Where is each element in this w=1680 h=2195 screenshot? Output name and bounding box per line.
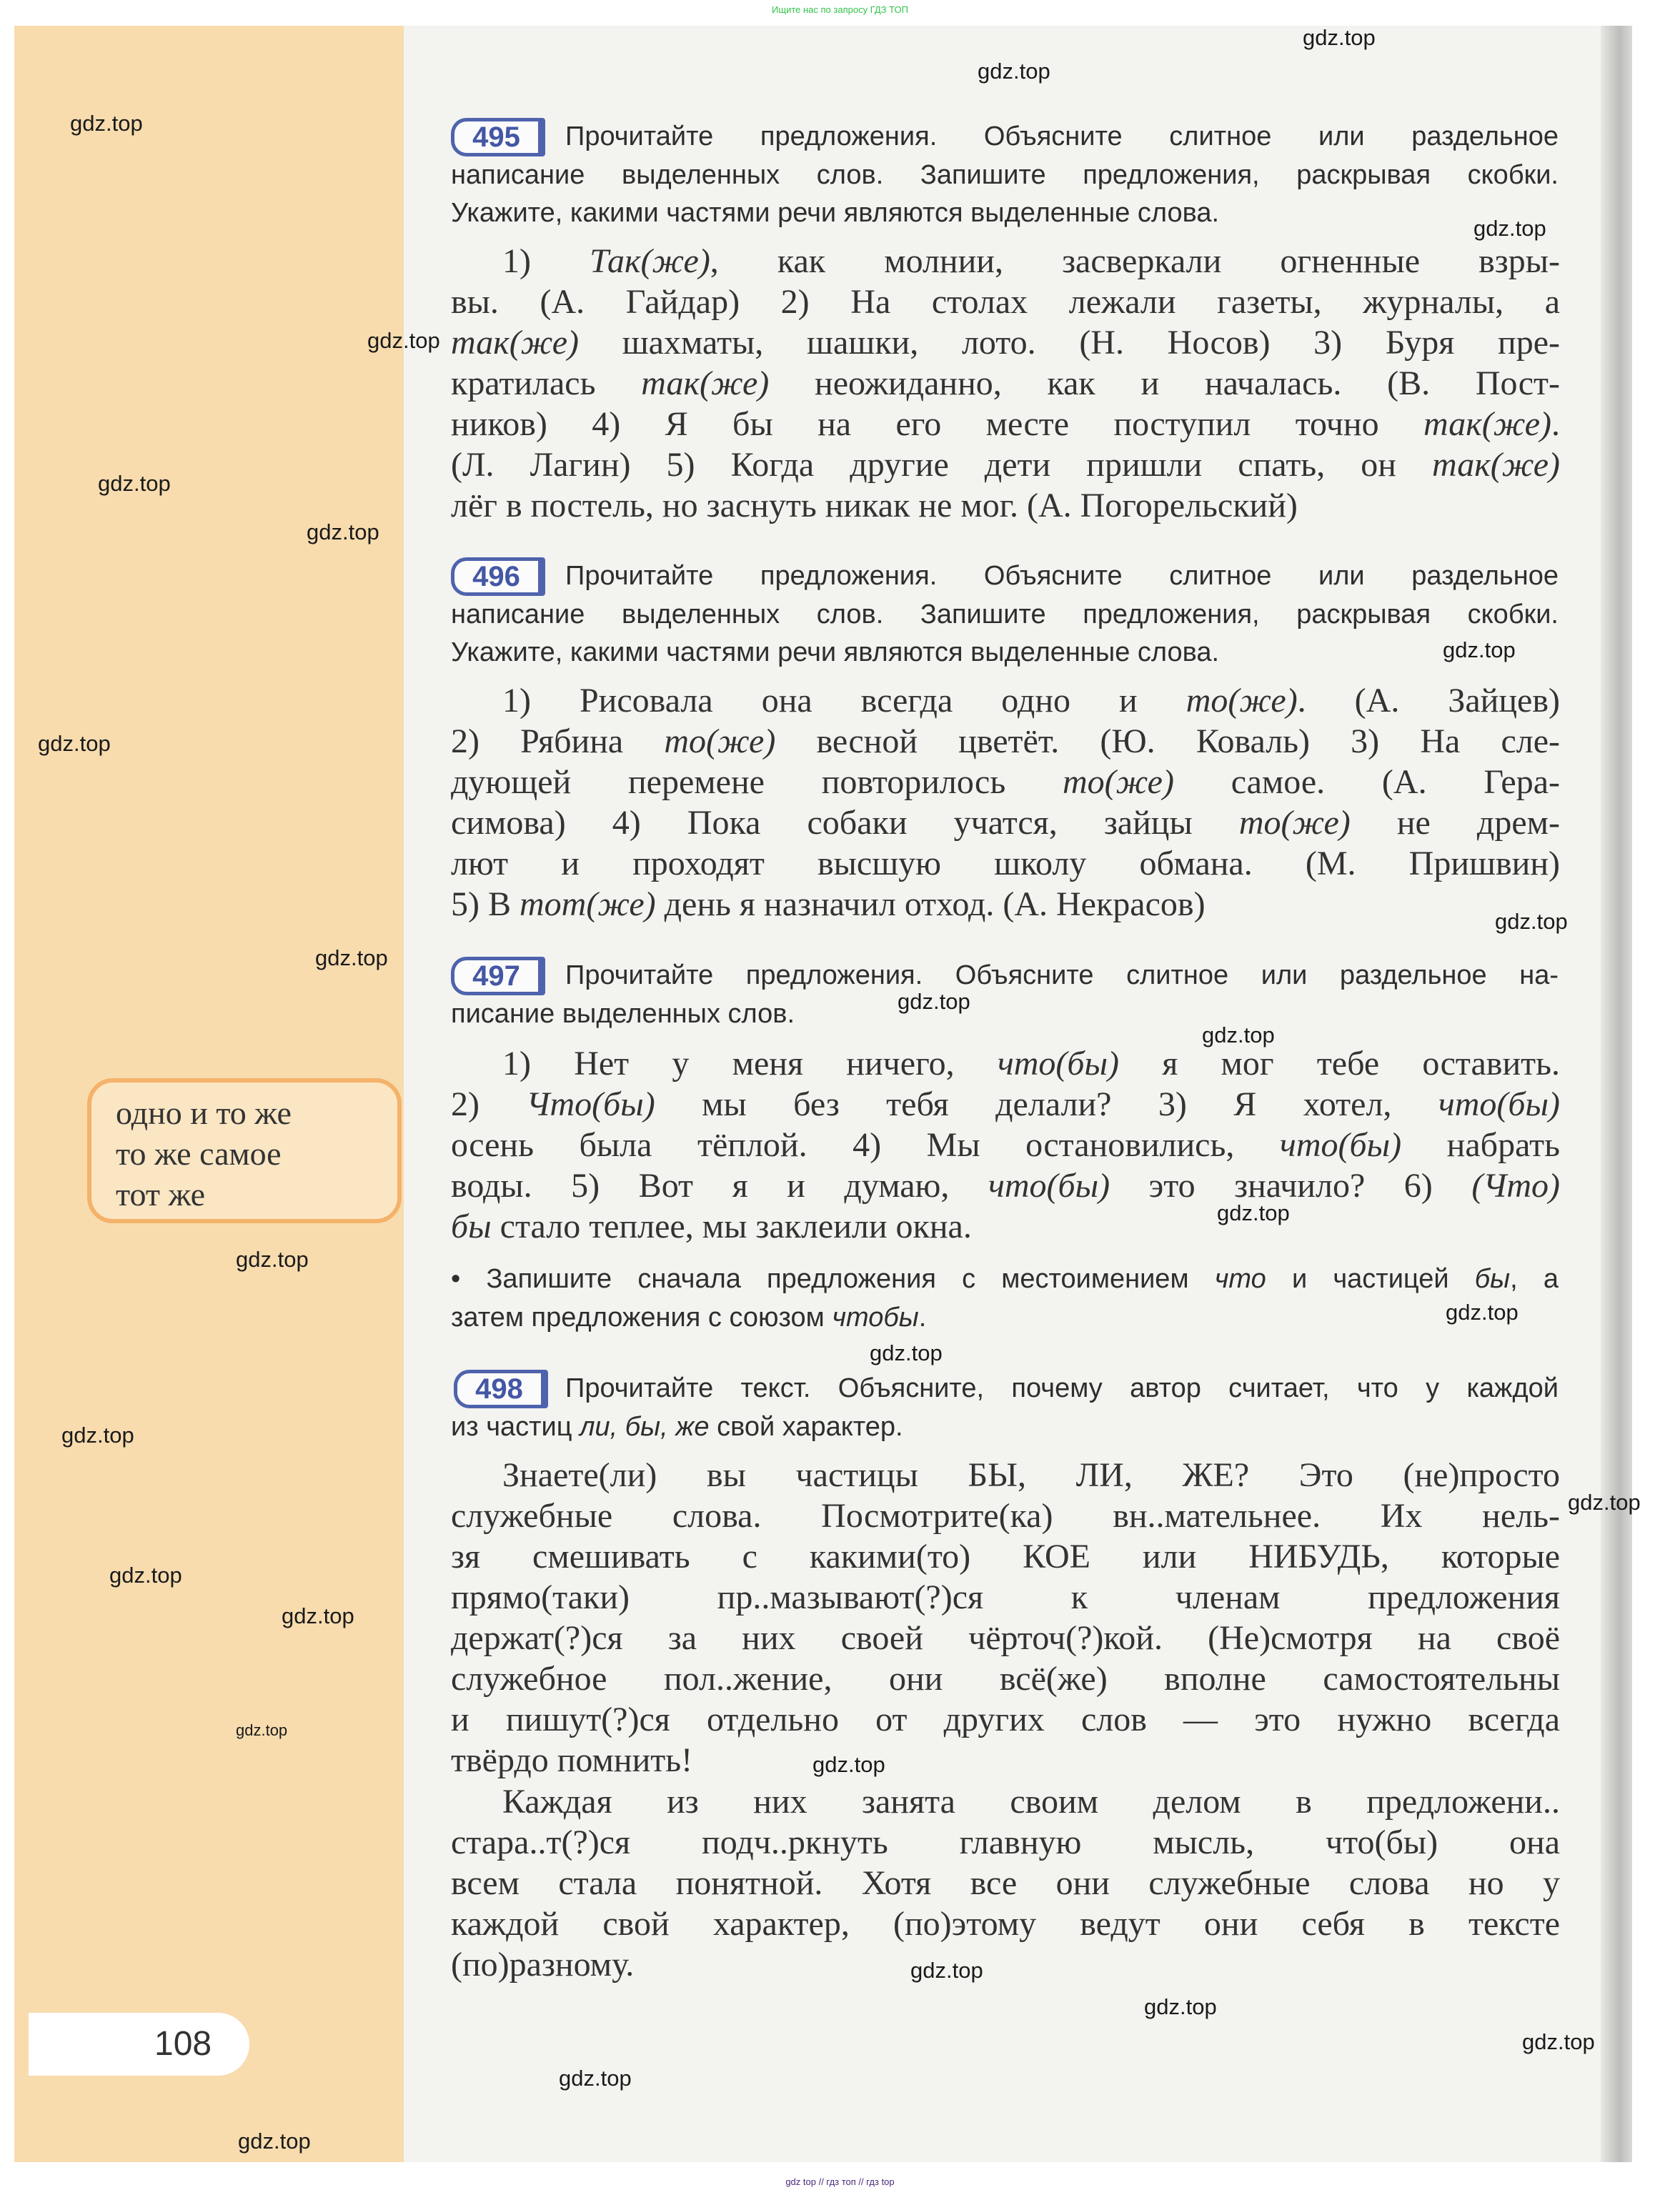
bottom-promo-note: gdz top // гдз топ // гдз top [785,2176,895,2187]
highlighted-word: что [1214,1264,1266,1294]
text-line: Прочитайте предложения. Объясните слитное или раздельное на- [565,960,1559,990]
watermark: gdz.top [61,1423,134,1448]
text-line: 2) Рябина то(же) весной цветёт. (Ю. Коваль) 3) На сле- [451,722,1560,760]
watermark: gdz.top [870,1340,943,1365]
exercise-498-text [451,1455,1560,1781]
watermark: gdz.top [1443,637,1516,662]
text-line: лёг в постель, но заснуть никак не мог. (А. Погорельский) [451,487,1298,524]
highlighted-word: бы [1474,1264,1511,1294]
text-line: Прочитайте предложения. Объясните слитное или раздельное [565,561,1559,591]
text-line: лют и проходят высшую школу обмана. (М. Пришвин) [451,845,1560,882]
highlighted-word: так(же) [451,324,579,362]
text-line: ников) 4) Я бы на его месте поступил точно так(же). [451,405,1560,443]
text-line: Знаете(ли) вы частицы БЫ, ЛИ, ЖЕ? Это (не)просто [502,1456,1560,1494]
highlighted-word: так(же) [1432,446,1560,484]
text-line: 1) Рисовала она всегда одно и то(же). (А. Зайцев) [502,682,1561,720]
watermark: gdz.top [812,1752,885,1777]
text-line: 2) Что(бы) мы без тебя делали? 3) Я хотел, что(бы) [451,1085,1560,1123]
text-line: и пишут(?)ся отдельно от других слов — это нужно всегда [451,1701,1560,1738]
page-edge-shadow [1601,26,1632,2162]
text-line: симова) 4) Пока собаки учатся, зайцы то(же) не дрем- [451,804,1561,842]
exercise-number-badge: 498 [454,1370,548,1408]
watermark: gdz.top [367,328,440,353]
sidebar-note-box [87,1078,402,1223]
text-line: зя смешивать с какими(то) КОЕ или НИБУДЬ, которые [451,1538,1560,1576]
highlighted-word: ли, бы, же [580,1411,710,1442]
highlighted-word: тот(же) [520,885,656,923]
highlighted-word: что(бы) [997,1045,1119,1082]
text-line: Каждая из них занята своим делом в предложени.. [502,1783,1560,1821]
text-line: (Л. Лагин) 5) Когда другие дети пришли спать, он так(же) [451,446,1560,484]
text-line: Укажите, какими частями речи являются выделенные слова. [451,198,1220,228]
watermark: gdz.top [307,519,379,544]
text-line: затем предложения с союзом чтобы. [451,1302,927,1333]
text-line: бы стало теплее, мы заклеили окна. [451,1208,972,1245]
watermark: gdz.top [559,2066,632,2091]
highlighted-word: что(бы) [1438,1085,1560,1123]
highlighted-word: что(бы) [988,1167,1110,1205]
highlighted-word: так(же) [1423,405,1551,443]
page-number-tab [29,2013,249,2076]
text-line: держат(?)ся за них своей чёрточ(?)кой. (Не)смотря на своё [451,1619,1560,1657]
highlighted-word: то(же) [1186,682,1298,720]
text-line: твёрдо помнить! [451,1741,693,1779]
top-promo-note: Ищите нас по запросу ГДЗ ТОП [772,4,908,15]
text-line: • Запишите сначала предложения с местоимением что и частицей бы, а [451,1264,1559,1294]
highlighted-word: то(же) [664,722,776,760]
highlighted-word: что(бы) [1279,1126,1402,1164]
exercise-number-badge: 496 [451,557,545,596]
watermark: gdz.top [236,1721,288,1739]
watermark: gdz.top [1144,1994,1217,2019]
watermark: gdz.top [1217,1200,1290,1225]
text-line: каждой свой характер, (по)этому ведут они себя в тексте [451,1905,1560,1943]
page-number: 108 [154,2025,212,2063]
text-line: вы. (А. Гайдар) 2) На столах лежали газеты, журналы, а [451,283,1560,321]
text-line: (по)разному. [451,1946,635,1984]
sidebar-note-line: тот же [116,1176,206,1213]
watermark: gdz.top [98,471,171,496]
exercise-495-text [451,241,1560,526]
exercise-496-text [451,680,1560,925]
highlighted-word: Что(бы) [526,1085,655,1123]
highlighted-word: то(же) [1238,804,1351,842]
watermark: gdz.top [282,1603,354,1628]
exercise-495-instruction [451,118,1559,233]
text-line: осень была тёплой. 4) Мы остановились, что(бы) набрать [451,1126,1560,1164]
sidebar-note-line: то же самое [116,1135,282,1172]
watermark: gdz.top [1473,216,1546,241]
watermark: gdz.top [910,1958,983,1983]
watermark: gdz.top [70,111,143,136]
highlighted-word: то(же) [1063,763,1174,801]
watermark: gdz.top [109,1563,182,1588]
text-line: из частиц ли, бы, же свой характер. [451,1411,903,1442]
exercise-497-text [451,1043,1560,1247]
watermark: gdz.top [1303,25,1376,50]
highlighted-word: чтобы [832,1302,919,1333]
exercise-498-instruction [451,1370,1559,1446]
watermark: gdz.top [1446,1300,1519,1325]
exercise-497-task [451,1260,1559,1337]
text-line: писание выделенных слов. [451,998,795,1029]
exercise-497-instruction [451,957,1559,1033]
text-line: прямо(таки) пр..мазывают(?)ся к членам предложения [451,1578,1560,1616]
watermark: gdz.top [898,989,970,1014]
text-line: служебные слова. Посмотрите(ка) вн..мательнее. Их нель- [451,1497,1560,1535]
exercise-number-badge: 497 [451,957,545,995]
watermark: gdz.top [978,59,1050,84]
exercise-498-text-2 [451,1781,1560,1985]
exercise-number-badge: 495 [451,118,545,156]
text-line: Укажите, какими частями речи являются выделенные слова. [451,637,1220,667]
text-line: кратилась так(же) неожиданно, как и началась. (В. Пост- [451,364,1561,402]
text-line: Прочитайте текст. Объясните, почему автор считает, что у каждой [565,1373,1559,1403]
watermark: gdz.top [38,731,111,756]
text-line: 5) В тот(же) день я назначил отход. (А. Некрасов) [451,885,1206,923]
text-line: всем стала понятной. Хотя все они служебные слова но у [451,1864,1560,1902]
watermark: gdz.top [236,1247,309,1272]
watermark: gdz.top [1522,2029,1595,2054]
text-line: так(же) шахматы, шашки, лото. (Н. Носов) 3) Буря пре- [451,324,1560,362]
text-line: воды. 5) Вот я и думаю, что(бы) это значило? 6) (Что) [451,1167,1561,1205]
text-line: стара..т(?)ся подч..ркнуть главную мысль, что(бы) она [451,1823,1560,1861]
text-line: Прочитайте предложения. Объясните слитное или раздельное [565,121,1559,151]
exercise-496-instruction [451,557,1559,672]
text-line: написание выделенных слов. Запишите предложения, раскрывая скобки. [451,159,1559,190]
watermark: gdz.top [1568,1490,1641,1515]
watermark: gdz.top [238,2129,311,2154]
watermark: gdz.top [315,945,388,970]
highlighted-word: (Что) [1471,1167,1561,1205]
text-line: служебное пол..жение, они всё(же) вполне самостоятельны [451,1660,1560,1698]
highlighted-word: бы [451,1208,492,1245]
watermark: gdz.top [1495,909,1568,934]
sidebar-note-line: одно и то же [116,1095,292,1131]
highlighted-word: Так(же) [590,242,710,280]
text-line: 1) Так(же), как молнии, засверкали огненные взры- [502,242,1560,280]
text-line: дующей перемене повторилось то(же) самое. (А. Гера- [451,763,1561,801]
watermark: gdz.top [1202,1022,1275,1047]
text-line: написание выделенных слов. Запишите предложения, раскрывая скобки. [451,599,1559,629]
highlighted-word: так(же) [641,364,770,402]
text-line: 1) Нет у меня ничего, что(бы) я мог тебе оставить. [502,1045,1560,1082]
